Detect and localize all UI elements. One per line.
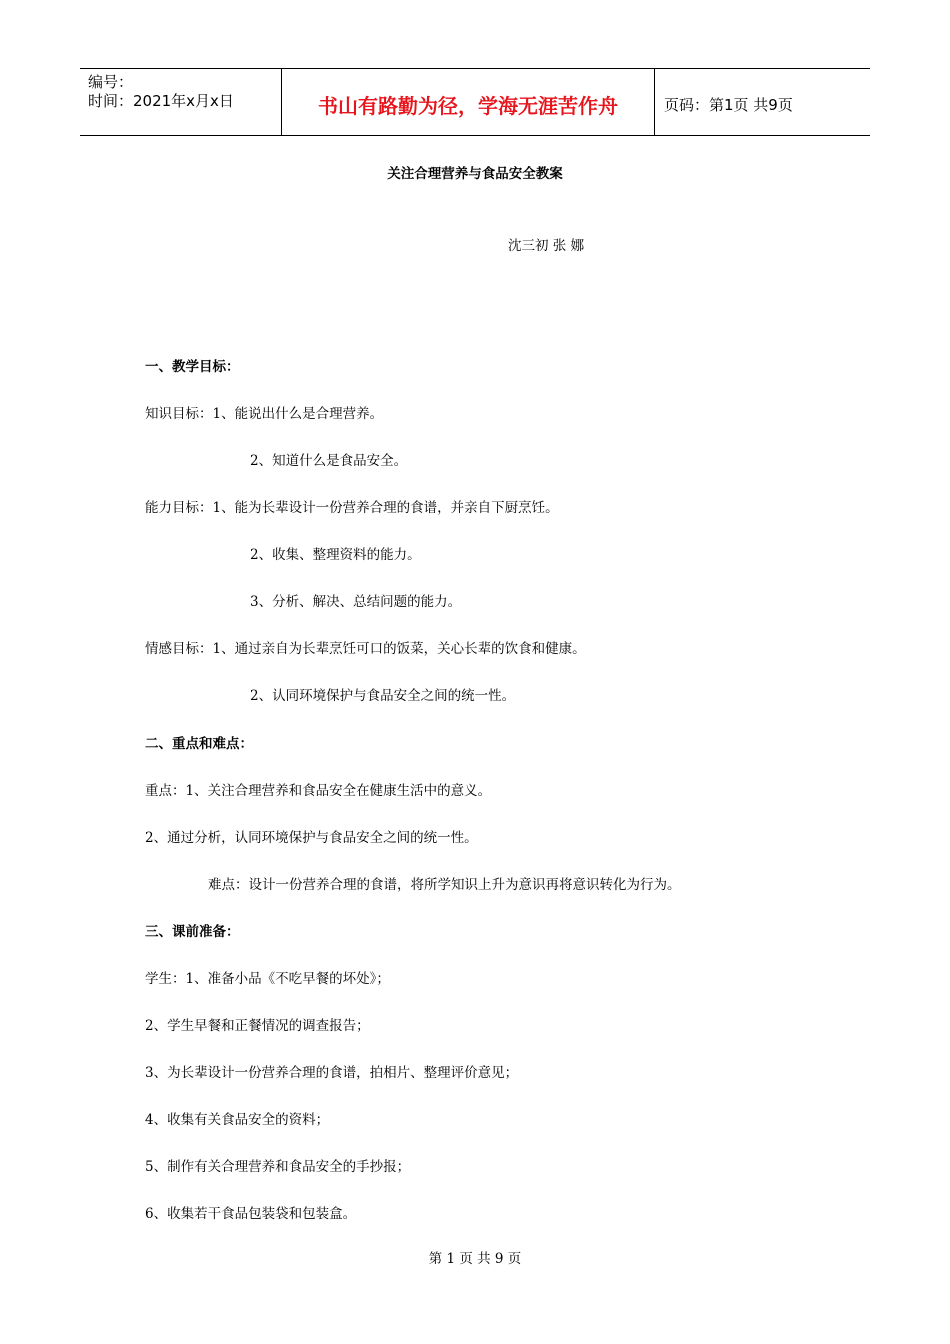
page-footer: 第 1 页 共 9 页 [428,1251,522,1267]
body-line: 情感目标：1、通过亲自为长辈烹饪可口的饭菜，关心长辈的饮食和健康。 [145,641,586,657]
body-line: 2、通过分析，认同环境保护与食品安全之间的统一性。 [145,830,478,846]
body-line: 难点：设计一份营养合理的食谱，将所学知识上升为意识再将意识转化为行为。 [208,877,681,893]
body-line: 学生：1、准备小品《不吃早餐的坏处》； [145,971,390,987]
document-title: 关注合理营养与食品安全教案 [387,166,563,182]
body-line: 2、学生早餐和正餐情况的调查报告； [145,1018,370,1034]
body-line: 3、为长辈设计一份营养合理的食谱，拍相片、整理评价意见； [145,1065,519,1081]
body-line: 重点：1、关注合理营养和食品安全在健康生活中的意义。 [145,783,492,799]
section-heading-preparation: 三、课前准备： [145,924,240,940]
body-line: 6、收集若干食品包装袋和包装盒。 [145,1206,357,1222]
section-heading-objectives: 一、教学目标： [145,359,240,375]
header-divider-right [654,69,655,136]
body-line: 2、收集、整理资料的能力。 [250,547,421,563]
document-authors: 沈三初 张 娜 [508,238,585,254]
body-line: 知识目标：1、能说出什么是合理营养。 [145,406,384,422]
header-time-label: 时间：2021年x月x日 [88,92,234,110]
header-top-rule [80,68,870,69]
header-bottom-rule [80,135,870,136]
body-line: 5、制作有关合理营养和食品安全的手抄报； [145,1159,411,1175]
header-number-label: 编号： [88,73,134,91]
body-line: 2、知道什么是食品安全。 [250,453,408,469]
body-line: 2、认同环境保护与食品安全之间的统一性。 [250,688,516,704]
header-motto: 书山有路勤为径，学海无涯苦作舟 [318,94,618,118]
body-line: 4、收集有关食品安全的资料； [145,1112,330,1128]
body-line: 3、分析、解决、总结问题的能力。 [250,594,462,610]
header-page-info: 页码：第1页 共9页 [664,96,793,114]
section-heading-key-points: 二、重点和难点： [145,736,253,752]
body-line: 能力目标：1、能为长辈设计一份营养合理的食谱，并亲自下厨烹饪。 [145,500,559,516]
